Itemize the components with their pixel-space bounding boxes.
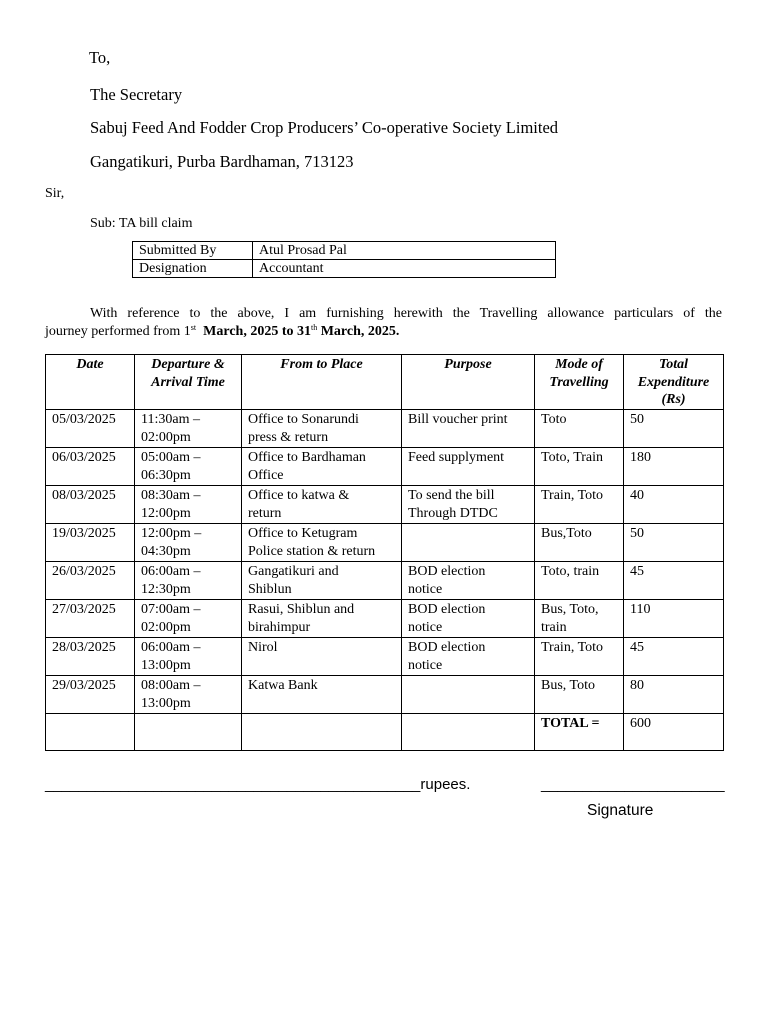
subject-line: Sub: TA bill claim bbox=[90, 216, 193, 231]
cell-amount: 50 bbox=[624, 523, 724, 561]
intro-text: journey performed from 1 bbox=[45, 324, 191, 339]
cell-place: Office to katwa & return bbox=[242, 485, 402, 523]
cell-date: 26/03/2025 bbox=[46, 561, 135, 599]
cell-date: 05/03/2025 bbox=[46, 409, 135, 447]
table-row bbox=[46, 523, 724, 561]
cell-mode: Toto, Train bbox=[535, 447, 624, 485]
cell-time: 11:30am – 02:00pm bbox=[135, 409, 242, 447]
cell-purpose: BOD election notice bbox=[402, 637, 535, 675]
cell-time: 08:00am – 13:00pm bbox=[135, 675, 242, 713]
empty-cell bbox=[135, 713, 242, 750]
empty-cell bbox=[242, 713, 402, 750]
table-row bbox=[46, 409, 724, 447]
date-range-end: March, 2025. bbox=[317, 324, 400, 339]
intro-line-1: With reference to the above, I am furnishing herewith the Travelling allowance particulars of the bbox=[90, 306, 722, 321]
cell-mode: Train, Toto bbox=[535, 637, 624, 675]
cell-date: 29/03/2025 bbox=[46, 675, 135, 713]
superscript: th bbox=[310, 323, 318, 332]
signature-line: ______________________ bbox=[541, 776, 725, 793]
cell-mode: Train, Toto bbox=[535, 485, 624, 523]
cell-mode: Bus, Toto, train bbox=[535, 599, 624, 637]
recipient-organization: Sabuj Feed And Fodder Crop Producers’ Co-operative Society Limited bbox=[90, 118, 559, 137]
cell-date: 19/03/2025 bbox=[46, 523, 135, 561]
cell-place: Rasui, Shiblun and birahimpur bbox=[242, 599, 402, 637]
submitted-by-label: Submitted By bbox=[133, 242, 253, 260]
cell-place: Office to Sonarundi press & return bbox=[242, 409, 402, 447]
cell-purpose bbox=[402, 523, 535, 561]
table-row bbox=[46, 637, 724, 675]
cell-time: 06:00am – 12:30pm bbox=[135, 561, 242, 599]
submitted-by-value: Atul Prosad Pal bbox=[253, 242, 556, 260]
column-header-place: From to Place bbox=[242, 355, 402, 410]
cell-amount: 45 bbox=[624, 561, 724, 599]
column-header-time: Departure & Arrival Time bbox=[135, 355, 242, 410]
amount-in-words-line: _____________________________________________rupees. bbox=[45, 776, 471, 793]
cell-date: 08/03/2025 bbox=[46, 485, 135, 523]
column-header-expenditure: Total Expenditure (Rs) bbox=[624, 355, 724, 410]
empty-cell bbox=[402, 713, 535, 750]
cell-amount: 45 bbox=[624, 637, 724, 675]
designation-label: Designation bbox=[133, 260, 253, 278]
cell-amount: 40 bbox=[624, 485, 724, 523]
cell-amount: 180 bbox=[624, 447, 724, 485]
cell-amount: 50 bbox=[624, 409, 724, 447]
salutation-to: To, bbox=[89, 48, 111, 67]
total-label: TOTAL = bbox=[535, 713, 624, 750]
table-row bbox=[46, 675, 724, 713]
cell-place: Nirol bbox=[242, 637, 402, 675]
cell-place: Office to Ketugram Police station & return bbox=[242, 523, 402, 561]
cell-place: Gangatikuri and Shiblun bbox=[242, 561, 402, 599]
cell-place: Katwa Bank bbox=[242, 675, 402, 713]
cell-mode: Bus,Toto bbox=[535, 523, 624, 561]
empty-cell bbox=[46, 713, 135, 750]
cell-place: Office to Bardhaman Office bbox=[242, 447, 402, 485]
intro-paragraph bbox=[45, 305, 722, 341]
table-row bbox=[133, 260, 556, 278]
cell-date: 06/03/2025 bbox=[46, 447, 135, 485]
column-header-purpose: Purpose bbox=[402, 355, 535, 410]
table-header-row bbox=[46, 355, 724, 410]
recipient-address: Gangatikuri, Purba Bardhaman, 713123 bbox=[90, 152, 354, 171]
column-header-date: Date bbox=[46, 355, 135, 410]
cell-amount: 110 bbox=[624, 599, 724, 637]
table-body bbox=[46, 409, 724, 750]
table-row bbox=[46, 599, 724, 637]
cell-time: 05:00am – 06:30pm bbox=[135, 447, 242, 485]
intro-line-2 bbox=[45, 323, 722, 341]
cell-purpose: BOD election notice bbox=[402, 599, 535, 637]
superscript: st bbox=[190, 323, 197, 332]
cell-time: 06:00am – 13:00pm bbox=[135, 637, 242, 675]
cell-time: 12:00pm – 04:30pm bbox=[135, 523, 242, 561]
cell-purpose bbox=[402, 675, 535, 713]
cell-purpose: To send the bill Through DTDC bbox=[402, 485, 535, 523]
cell-date: 28/03/2025 bbox=[46, 637, 135, 675]
table-row bbox=[46, 485, 724, 523]
table-row bbox=[46, 447, 724, 485]
cell-time: 07:00am – 02:00pm bbox=[135, 599, 242, 637]
total-row bbox=[46, 713, 724, 750]
cell-purpose: Bill voucher print bbox=[402, 409, 535, 447]
greeting: Sir, bbox=[45, 186, 65, 201]
date-range-start: March, 2025 to 31 bbox=[203, 324, 311, 339]
signature-label: Signature bbox=[587, 802, 654, 819]
cell-purpose: Feed supplyment bbox=[402, 447, 535, 485]
ta-particulars-table bbox=[45, 354, 724, 751]
recipient-title: The Secretary bbox=[90, 85, 183, 104]
designation-value: Accountant bbox=[253, 260, 556, 278]
column-header-mode: Mode of Travelling bbox=[535, 355, 624, 410]
cell-mode: Bus, Toto bbox=[535, 675, 624, 713]
cell-amount: 80 bbox=[624, 675, 724, 713]
cell-mode: Toto bbox=[535, 409, 624, 447]
cell-time: 08:30am – 12:00pm bbox=[135, 485, 242, 523]
cell-date: 27/03/2025 bbox=[46, 599, 135, 637]
total-value: 600 bbox=[624, 713, 724, 750]
cell-purpose: BOD election notice bbox=[402, 561, 535, 599]
claimant-info-table bbox=[132, 241, 556, 278]
table-row bbox=[133, 242, 556, 260]
cell-mode: Toto, train bbox=[535, 561, 624, 599]
table-row bbox=[46, 561, 724, 599]
